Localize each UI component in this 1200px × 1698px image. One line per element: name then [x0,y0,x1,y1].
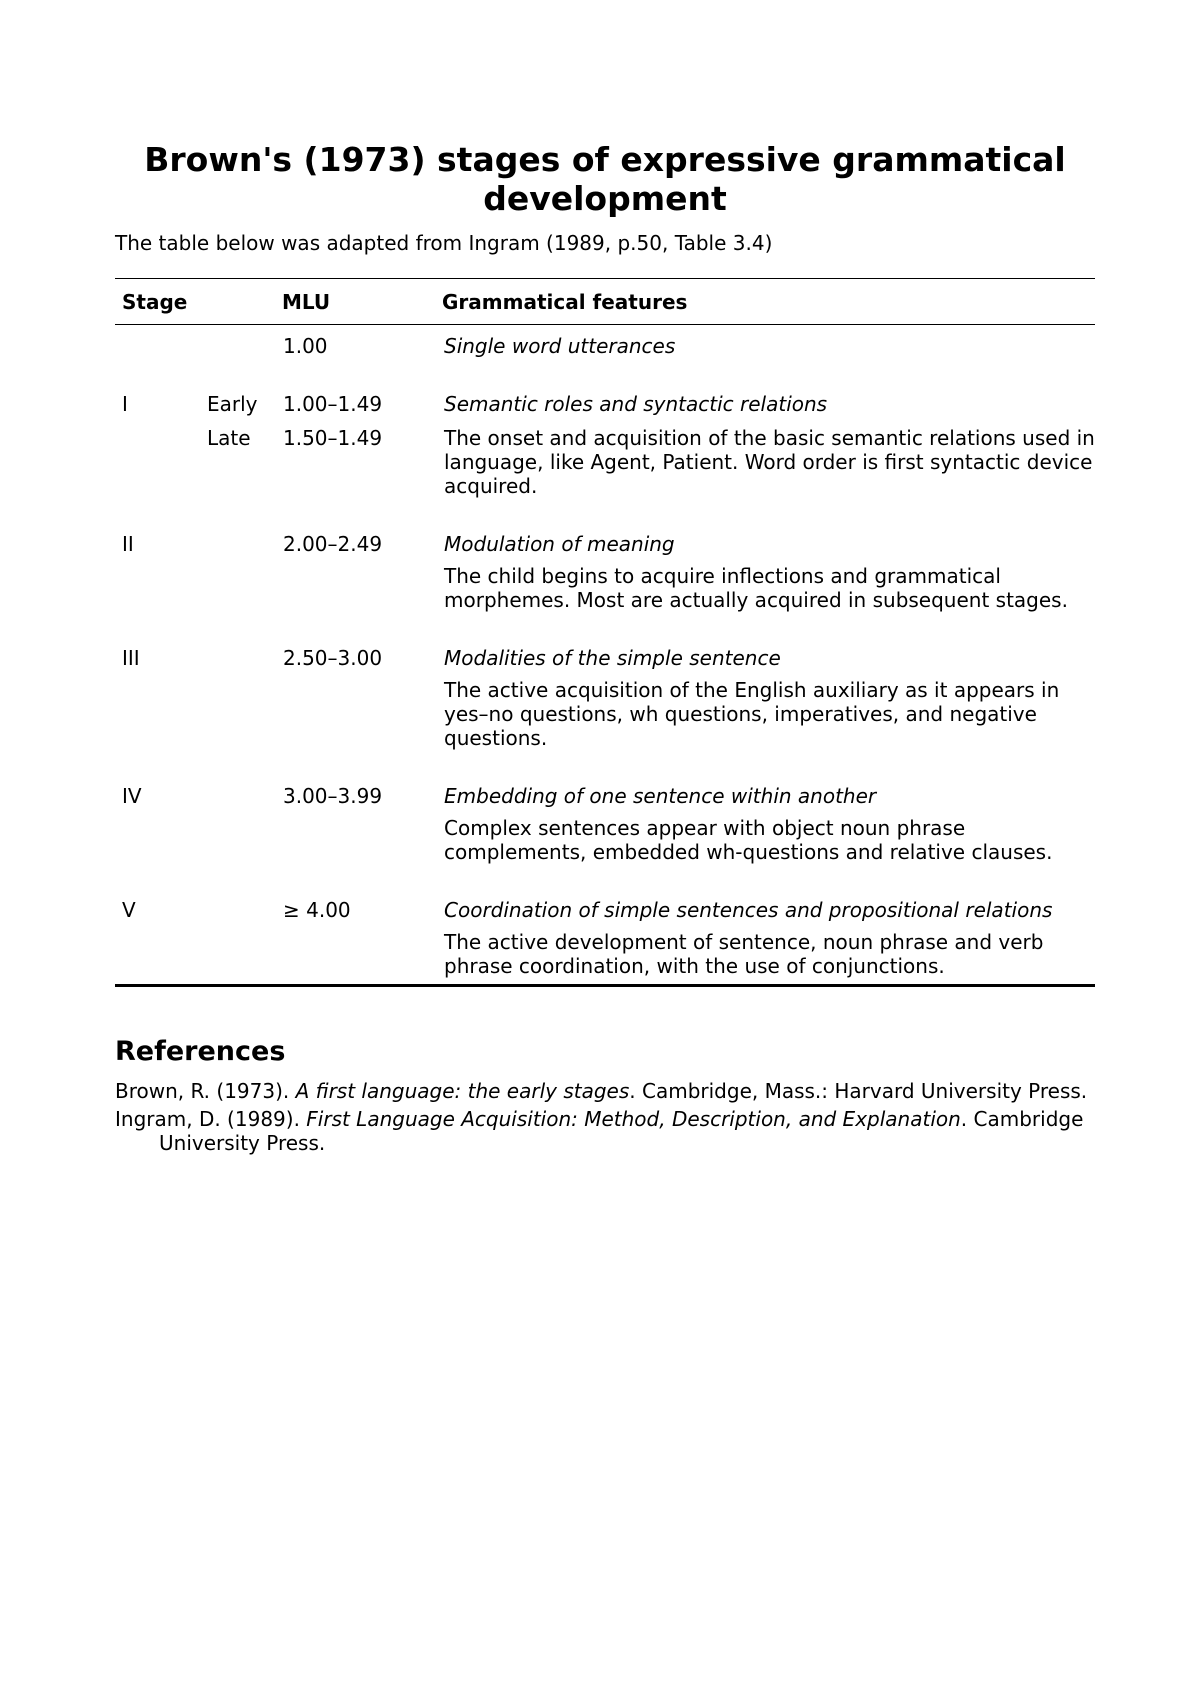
reference-item [115,1107,1095,1155]
document-subtitle: The table below was adapted from Ingram (1989, p.50, Table 3.4) [115,231,773,255]
feature-description: The active acquisition of the English auxiliary as it appears in yes–no questions, wh questions, imperatives, and negative questions. [444,678,1060,750]
substage-cell [207,325,275,359]
stage-cell: V [115,864,207,986]
table-row [115,612,1095,750]
document-page [115,0,1095,1155]
feature-title: Modalities of the simple sentence [444,646,781,670]
feature-description: The child begins to acquire inflections and grammatical morphemes. Most are actually acquired in subsequent stages. [444,564,1068,612]
mlu-cell: 1.50–1.49 [283,426,383,450]
feature-title: Embedding of one sentence within another [444,784,877,808]
feature-title: Semantic roles and syntactic relations [444,392,828,416]
mlu-cell: 3.00–3.99 [283,784,383,808]
stage-cell: III [122,646,140,670]
stage-cell: IV [122,784,142,808]
substage-cell [207,498,275,612]
document-title: Brown's (1973) stages of expressive grammatical development [144,140,1066,218]
stages-table [115,278,1095,987]
header-stage: Stage [115,279,275,325]
table-row [115,864,1095,986]
feature-title: Single word utterances [444,334,676,358]
substage-cell [207,864,275,986]
reference-item [115,1079,1095,1103]
table-header-row [115,279,1095,325]
feature-description: The onset and acquisition of the basic semantic relations used in language, like Agent, Patient. Word order is first syntactic device acquired. [444,426,1095,498]
stage-cell: I [122,392,128,416]
table-row [115,498,1095,612]
reference-title: First Language Acquisition: Method, Description, and Explanation [306,1107,961,1131]
reference-authors: Brown, R. (1973). [115,1079,296,1103]
reference-publisher: . Cambridge University Press. [159,1107,1084,1155]
substage-cell: Early [207,392,258,416]
substage-cell: Late [207,426,251,450]
feature-title: Coordination of simple sentences and propositional relations [444,898,1053,922]
feature-title: Modulation of meaning [444,532,675,556]
references-heading: References [115,1036,286,1067]
table-row [115,325,1095,359]
reference-authors: Ingram, D. (1989). [115,1107,307,1131]
reference-publisher: . Cambridge, Mass.: Harvard University Press. [629,1079,1088,1103]
table-row [115,416,1095,498]
reference-title: A first language: the early stages [295,1079,630,1103]
substage-cell [207,750,275,864]
header-mlu: MLU [275,279,435,325]
feature-description: The active development of sentence, noun phrase and verb phrase coordination, with the use of conjunctions. [444,930,1044,978]
mlu-cell: 1.00–1.49 [283,392,383,416]
stage-cell [115,416,207,498]
mlu-cell: 2.00–2.49 [283,532,383,556]
stage-cell: II [122,532,134,556]
table-row [115,358,1095,416]
table-row [115,750,1095,864]
header-features: Grammatical features [435,279,1095,325]
mlu-cell: 1.00 [283,334,328,358]
mlu-cell: 2.50–3.00 [283,646,383,670]
mlu-cell: ≥ 4.00 [275,864,435,986]
substage-cell [207,612,275,750]
stage-cell [115,325,207,359]
feature-description: Complex sentences appear with object noun phrase complements, embedded wh-questions and relative clauses. [444,816,1053,864]
